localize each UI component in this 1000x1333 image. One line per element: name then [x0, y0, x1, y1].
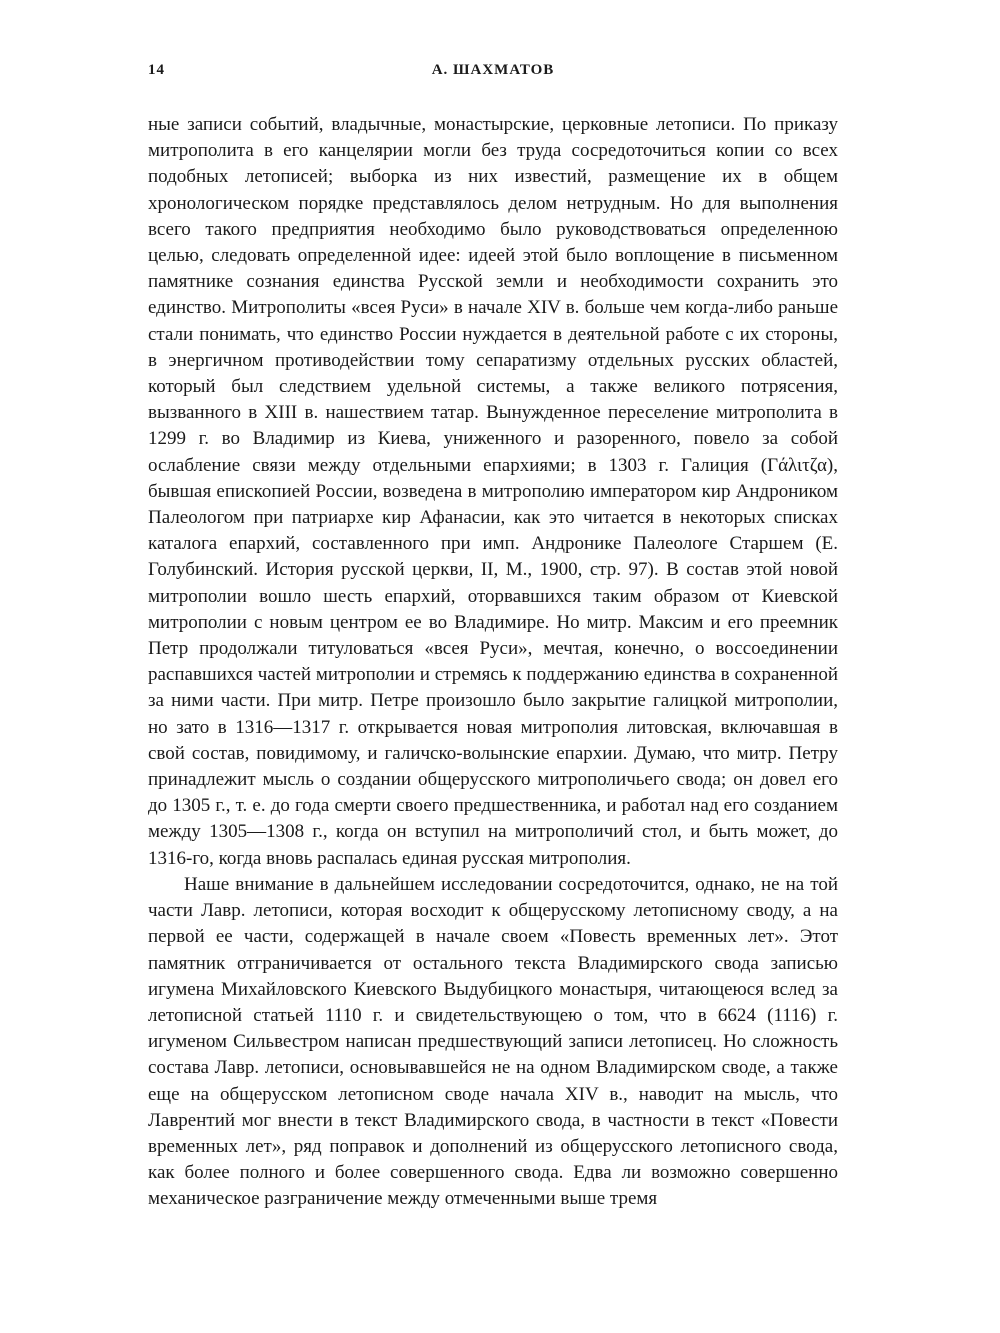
body-text	[148, 112, 838, 1213]
paragraph-1: ные записи событий, владычные, монастырские, церковные летописи. По приказу митрополита в его канцелярии могли без труда сосредоточиться копии со всех подобных летописей; выборка из них известий, размещение их в общем хронологическом порядке представлялось делом нетрудным. Но для выполнения всего такого предприятия необходимо было руководствоваться определенною целью, следовать определенной идее: идеей этой было воплощение в письменном памятнике сознания единства Русской земли и необходимости сохранить это единство. Митрополиты «всея Руси» в начале XIV в. больше чем когда-либо раньше стали понимать, что единство России нуждается в деятельной работе с их стороны, в энергичном противодействии тому сепаратизму отдельных русских областей, который был следствием удельной системы, а также великого потрясения, вызванного в XIII в. нашествием татар. Вынужденное переселение митрополита в 1299 г. во Владимир из Киева, униженного и разоренного, повело за собой ослабление связи между отдельными епархиями; в 1303 г. Галиция (Γάλιτζα), бывшая епископией России, возведена в митрополию императором кир Андроником Палеологом при патриархе кир Афанасии, как это читается в некоторых списках каталога епархий, составленного при имп. Андронике Палеологе Старшем (Е. Голубинский. История русской церкви, II, М., 1900, стр. 97). В состав этой новой митрополии вошло шесть епархий, оторвавшихся таким образом от Киевской митрополии с новым центром ее во Владимире. Но митр. Максим и его преемник Петр продолжали титуловаться «всея Руси», мечтая, конечно, о воссоединении распавшихся частей митрополии и стремясь к поддержанию единства в сохраненной за ними части. При митр. Петре произошло было закрытие галицкой митрополии, но зато в 1316—1317 г. открывается новая митрополия литовская, включавшая в свой состав, повидимому, и галичско-волынские епархии. Думаю, что митр. Петру принадлежит мысль о создании общерусского митрополичьего свода; он довел его до 1305 г., т. е. до года смерти своего предшественника, и работал над его созданием между 1305—1308 г., когда он вступил на митрополичий стол, и быть может, до 1316-го, когда вновь распалась единая русская митрополия.	[148, 114, 838, 869]
running-title: А. ШАХМАТОВ	[431, 62, 555, 78]
page-number: 14	[148, 62, 165, 78]
paragraph-2: Наше внимание в дальнейшем исследовании сосредоточится, однако, не на той части Лавр. летописи, которая восходит к общерусскому летописному своду, а на первой ее части, содержащей в начале своем «Повесть временных лет». Этот памятник отграничивается от остального текста Владимирского свода записью игумена Михайловского Киевского Выдубицкого монастыря, читающеюся вслед за летописной статьей 1110 г. и свидетельствующею о том, что в 6624 (1116) г. игуменом Сильвестром написан предшествующий записи летописец. Но сложность состава Лавр. летописи, основывавшейся не на одном Владимирском своде, а также еще на общерусском летописном своде начала XIV в., наводит на мысль, что Лаврентий мог внести в текст Владимирского свода, в частности в текст «Повести временных лет», ряд поправок и дополнений из общерусского летописного свода, как более полного и более совершенного свода. Едва ли возможно совершенно механическое разграничение между отмеченными выше тремя	[148, 873, 838, 1210]
running-head	[148, 62, 838, 86]
